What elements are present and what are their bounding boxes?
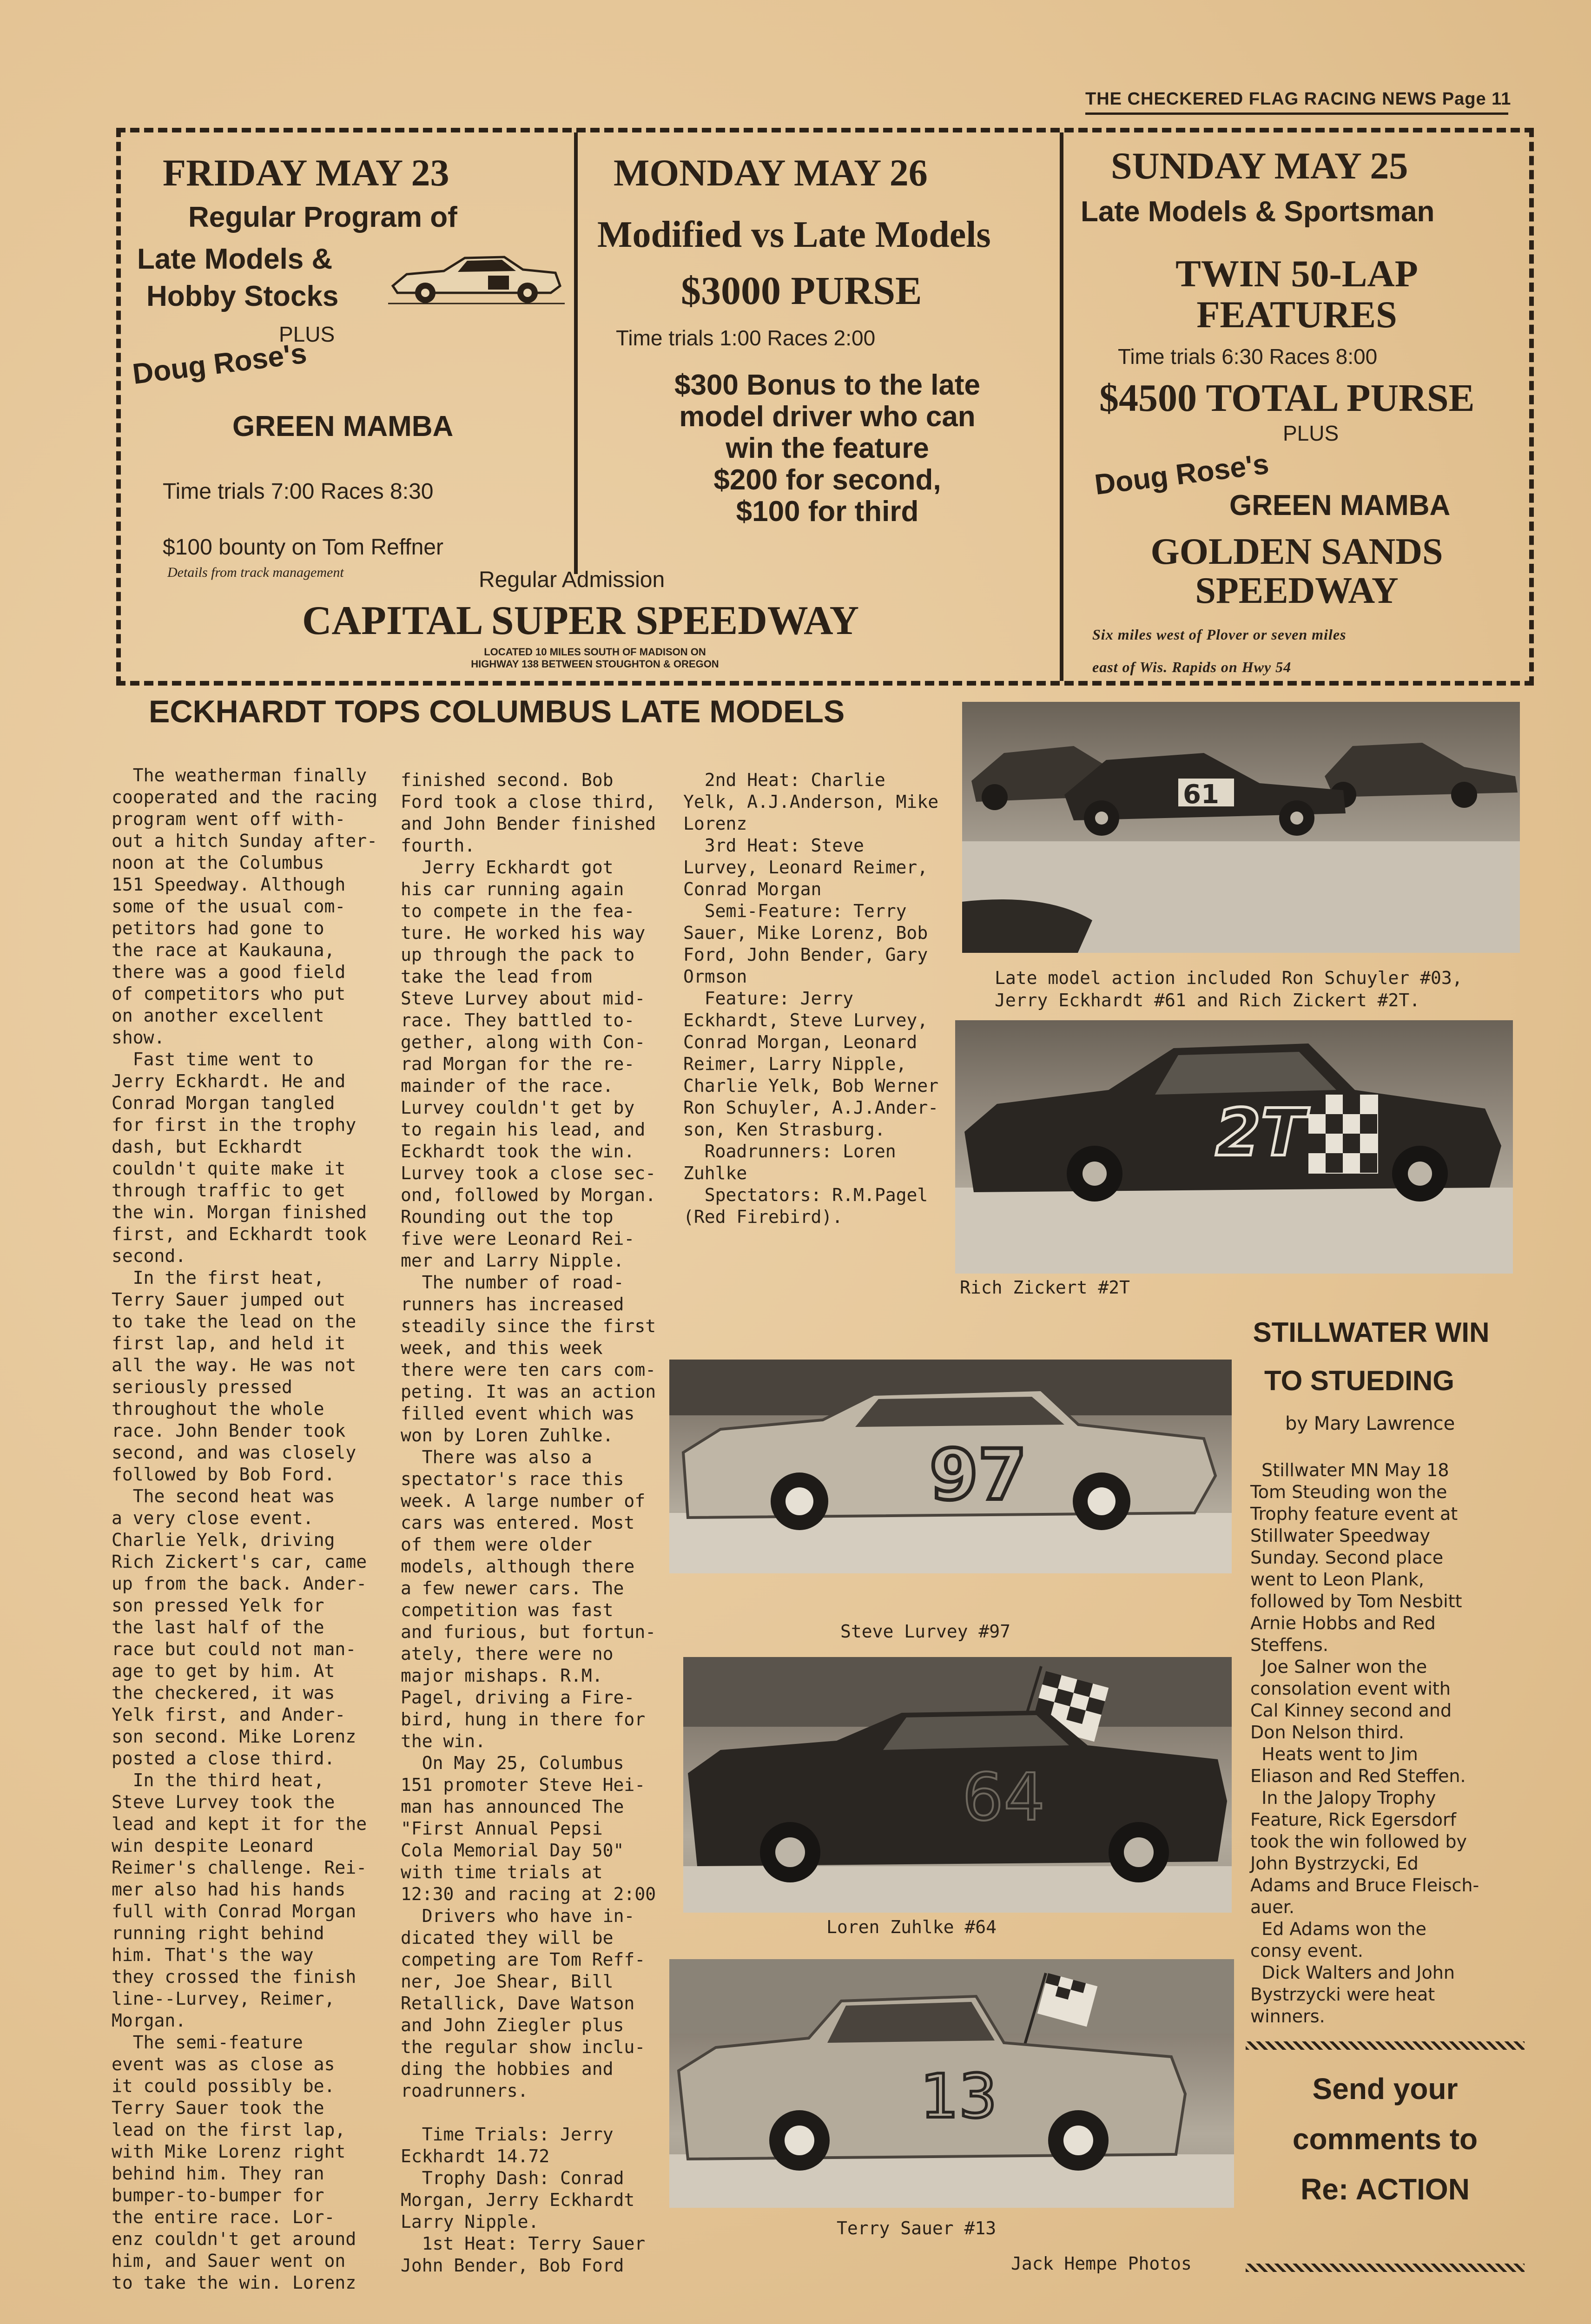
photo-steve-lurvey <box>669 1360 1232 1573</box>
car-number-13: 13 <box>920 2061 997 2132</box>
friday-green-mamba: GREEN MAMBA <box>232 410 454 442</box>
car-number-61: 61 <box>1183 779 1219 810</box>
monday-date: MONDAY MAY 26 <box>614 152 928 194</box>
monday-bonus <box>600 370 1055 528</box>
comments-line1: Send your <box>1312 2072 1458 2106</box>
golden-sands-line2: SPEEDWAY <box>1195 570 1399 611</box>
monday-bonus-line4: $200 for second, <box>713 464 941 496</box>
ad-divider-right <box>1060 132 1063 681</box>
sunday-times: Time trials 6:30 Races 8:00 <box>1118 344 1378 369</box>
golden-sands-line1: GOLDEN SANDS <box>1150 531 1443 572</box>
golden-sands-directions-line1: Six miles west of Plover or seven miles <box>1092 626 1347 643</box>
car-number-2t: 2T <box>1215 1095 1305 1171</box>
photo-loren-zuhlke <box>683 1657 1232 1913</box>
article-column-3: 2nd Heat: Charlie Yelk, A.J.Anderson, Mike Lorenz 3rd Heat: Steve Lurvey, Leonard Reimer, Conrad Morgan Semi-Feature: Terry Sauer, Mike Lorenz, Bob Ford, John Bender, Gary Ormson Feature: Jerry Eckhardt, Steve Lurvey, Conrad Morgan, Leonard Reimer, Larry Nipple, Charlie Yelk, Bob Werner Ron Schuyler, A.J.Ander- son, Ken Strasburg. Roadrunners: Loren Zuhlke Spectators: R.M.Pagel (Red Firebird). <box>683 770 939 1227</box>
sunday-purse: $4500 TOTAL PURSE <box>1099 376 1475 420</box>
monday-times: Time trials 1:00 Races 2:00 <box>616 326 876 350</box>
sunday-twin-line1: TWIN 50-LAP <box>1175 252 1418 295</box>
comments-box <box>1246 2064 1525 2214</box>
capital-location-line1: LOCATED 10 MILES SOUTH OF MADISON ON <box>484 646 706 658</box>
friday-plus: PLUS <box>279 322 335 346</box>
sunday-date: SUNDAY MAY 25 <box>1111 145 1408 187</box>
photo-4-caption: Loren Zuhlke #64 <box>826 1917 997 1937</box>
photo-late-model-action <box>962 702 1520 953</box>
article-column-1: The weatherman finally cooperated and the racing program went off with- out a hitch Sunday after- noon at the Columbus 151 Speedway. Although some of the usual com- petitors had gone to the race at Kaukauna, there was a good field of competitors who put on another excellent show. Fast time went to Jerry Eckhardt. He and Conrad Morgan tangled for first in the trophy dash, but Eckhardt couldn't quite make it through traffic to get the win. Morgan finished first, and Eckhardt took second. In the first heat, Terry Sauer jumped out to take the lead on the first lap, and held it all the way. He was not seriously pressed throughout the whole race. John Bender took second, and was closely followed by Bob Ford. The second heat was a very close event. Charlie Yelk, driving Rich Zickert's car, came up from the back. Ander- son pressed Yelk for the last half of the race but could not man- age to get by him. At the checkered, it was Yelk first, and Ander- son second. Mike Lorenz posted a close third. In the third heat, Steve Lurvey took the lead and kept it for the win despite Leonard Reimer's challenge. Rei- mer also had his hands full with Conrad Morgan running right behind him. That's the way they crossed the finish line--Lurvey, Reimer, Morgan. The semi-feature event was as close as it could possibly be. Terry Sauer took the lead on the first lap, with Mike Lorenz right behind him. They ran bumper-to-bumper for the entire race. Lor- enz couldn't get around him, and Sauer went on to take the win. Lorenz <box>112 765 377 2293</box>
comments-line3: Re: ACTION <box>1301 2172 1470 2206</box>
friday-line1: Regular Program of <box>188 201 457 233</box>
photo-terry-sauer <box>669 1959 1234 2208</box>
stillwater-body: Stillwater MN May 18 Tom Steuding won the Trophy feature event at Stillwater Speedway Sunday. Second place went to Leon Plank, followed by Tom Nesbitt Arnie Hobbs and Red Steffens. Joe Salner won the consolation event with Cal Kinney second and Don Nelson third. Heats went to Jim Eliason and Red Steffen. In the Jalopy Trophy Feature, Rick Egersdorf took the win followed by John Bystrzycki, Ed Adams and Bruce Fleisch- auer. Ed Adams won the consy event. Dick Walters and John Bystrzycki were heat winners. <box>1250 1460 1479 2027</box>
sunday-twin-line2: FEATURES <box>1196 293 1397 336</box>
article-headline: ECKHARDT TOPS COLUMBUS LATE MODELS <box>149 694 845 729</box>
photo-1-caption-line2: Jerry Eckhardt #61 and Rich Zickert #2T. <box>995 990 1420 1010</box>
photo-3-caption: Steve Lurvey #97 <box>840 1621 1011 1642</box>
friday-bounty: $100 bounty on Tom Reffner <box>163 535 443 560</box>
sunday-plus: PLUS <box>1283 421 1339 445</box>
checkered-pattern <box>1308 1095 1378 1174</box>
stillwater-headline <box>1222 1308 1520 1405</box>
photo-1-caption <box>995 967 1463 1011</box>
photo-1-caption-line1: Late model action included Ron Schuyler #03, <box>995 968 1463 988</box>
monday-purse: $3000 PURSE <box>681 268 922 313</box>
photo-2-caption: Rich Zickert #2T <box>960 1277 1130 1298</box>
sunday-green-mamba: GREEN MAMBA <box>1229 489 1451 522</box>
monday-bonus-line5: $100 for third <box>736 495 919 528</box>
stillwater-byline: by Mary Lawrence <box>1285 1413 1455 1434</box>
monday-line1: Modified vs Late Models <box>597 214 991 255</box>
friday-times: Time trials 7:00 Races 8:30 <box>163 479 434 504</box>
monday-bonus-line3: win the feature <box>726 432 929 464</box>
sunday-doug-rose: Doug Rose's <box>1093 448 1271 502</box>
monday-bonus-line1: $300 Bonus to the late <box>674 369 981 401</box>
monday-bonus-line2: model driver who can <box>679 401 976 433</box>
friday-doug-rose: Doug Rose's <box>131 337 309 391</box>
golden-sands-directions <box>1092 618 1347 683</box>
capital-location-line2: HIGHWAY 138 BETWEEN STOUGHTON & OREGON <box>471 658 719 670</box>
article-column-2: finished second. Bob Ford took a close third, and John Bender finished fourth. Jerry Eckhardt got his car running again to compete in the fea- ture. He worked his way up through the pack to take the lead from Steve Lurvey about mid- race. They battled to- gether, along with Con- rad Morgan for the re- mainder of the race. Lurvey couldn't get by to regain his lead, and Eckhardt took the win. Lurvey took a close sec- ond, followed by Morgan. Rounding out the top five were Leonard Rei- mer and Larry Nipple. The number of road- runners has increased steadily since the first week, and this week there were ten cars com- peting. It was an action filled event which was won by Loren Zuhlke. There was also a spectator's race this week. A large number of cars was entered. Most of them were older models, although there a few newer cars. The competition was fast and furious, but fortun- ately, there were no major mishaps. R.M. Pagel, driving a Fire- bird, hung in there for the win. On May 25, Columbus 151 promoter Steve Hei- man has announced The "First Annual Pepsi Cola Memorial Day 50" with time trials at 12:30 and racing at 2:00 Drivers who have in- dicated they will be competing are Tom Reff- ner, Joe Shear, Bill Retallick, Dave Watson and John Ziegler plus the regular show inclu- ding the hobbies and roadrunners. Time Trials: Jerry Eckhardt 14.72 Trophy Dash: Conrad Morgan, Jerry Eckhardt Larry Nipple. 1st Heat: Terry Sauer John Bender, Bob Ford <box>401 770 656 2276</box>
sunday-line1: Late Models & Sportsman <box>1081 196 1435 228</box>
comments-top-rule <box>1246 2041 1525 2050</box>
race-car-illustration <box>388 249 565 309</box>
friday-line3: Hobby Stocks <box>146 280 339 312</box>
golden-sands-directions-line2: east of Wis. Rapids on Hwy 54 <box>1092 659 1292 675</box>
golden-sands-speedway <box>1069 532 1525 610</box>
photo-5-caption: Terry Sauer #13 <box>837 2218 997 2238</box>
car-number-97: 97 <box>930 1435 1027 1516</box>
stillwater-headline-line1: STILLWATER WIN <box>1253 1317 1490 1348</box>
car-number-64: 64 <box>962 1760 1045 1835</box>
monday-admission: Regular Admission <box>479 568 665 592</box>
photo-rich-zickert <box>955 1020 1513 1274</box>
friday-details: Details from track management <box>167 565 344 580</box>
ad-divider-left <box>574 132 578 574</box>
photo-credit: Jack Hempe Photos <box>1011 2253 1192 2274</box>
friday-line2: Late Models & <box>137 243 333 275</box>
capital-location <box>400 646 790 670</box>
page-header: THE CHECKERED FLAG RACING NEWS Page 11 <box>1085 89 1508 115</box>
capital-super-speedway: CAPITAL SUPER SPEEDWAY <box>302 598 859 643</box>
sunday-twin-features <box>1069 253 1525 335</box>
friday-date: FRIDAY MAY 23 <box>163 152 449 194</box>
comments-bottom-rule <box>1246 2264 1525 2272</box>
comments-line2: comments to <box>1292 2122 1478 2156</box>
stillwater-headline-line2: TO STUEDING <box>1264 1365 1454 1396</box>
